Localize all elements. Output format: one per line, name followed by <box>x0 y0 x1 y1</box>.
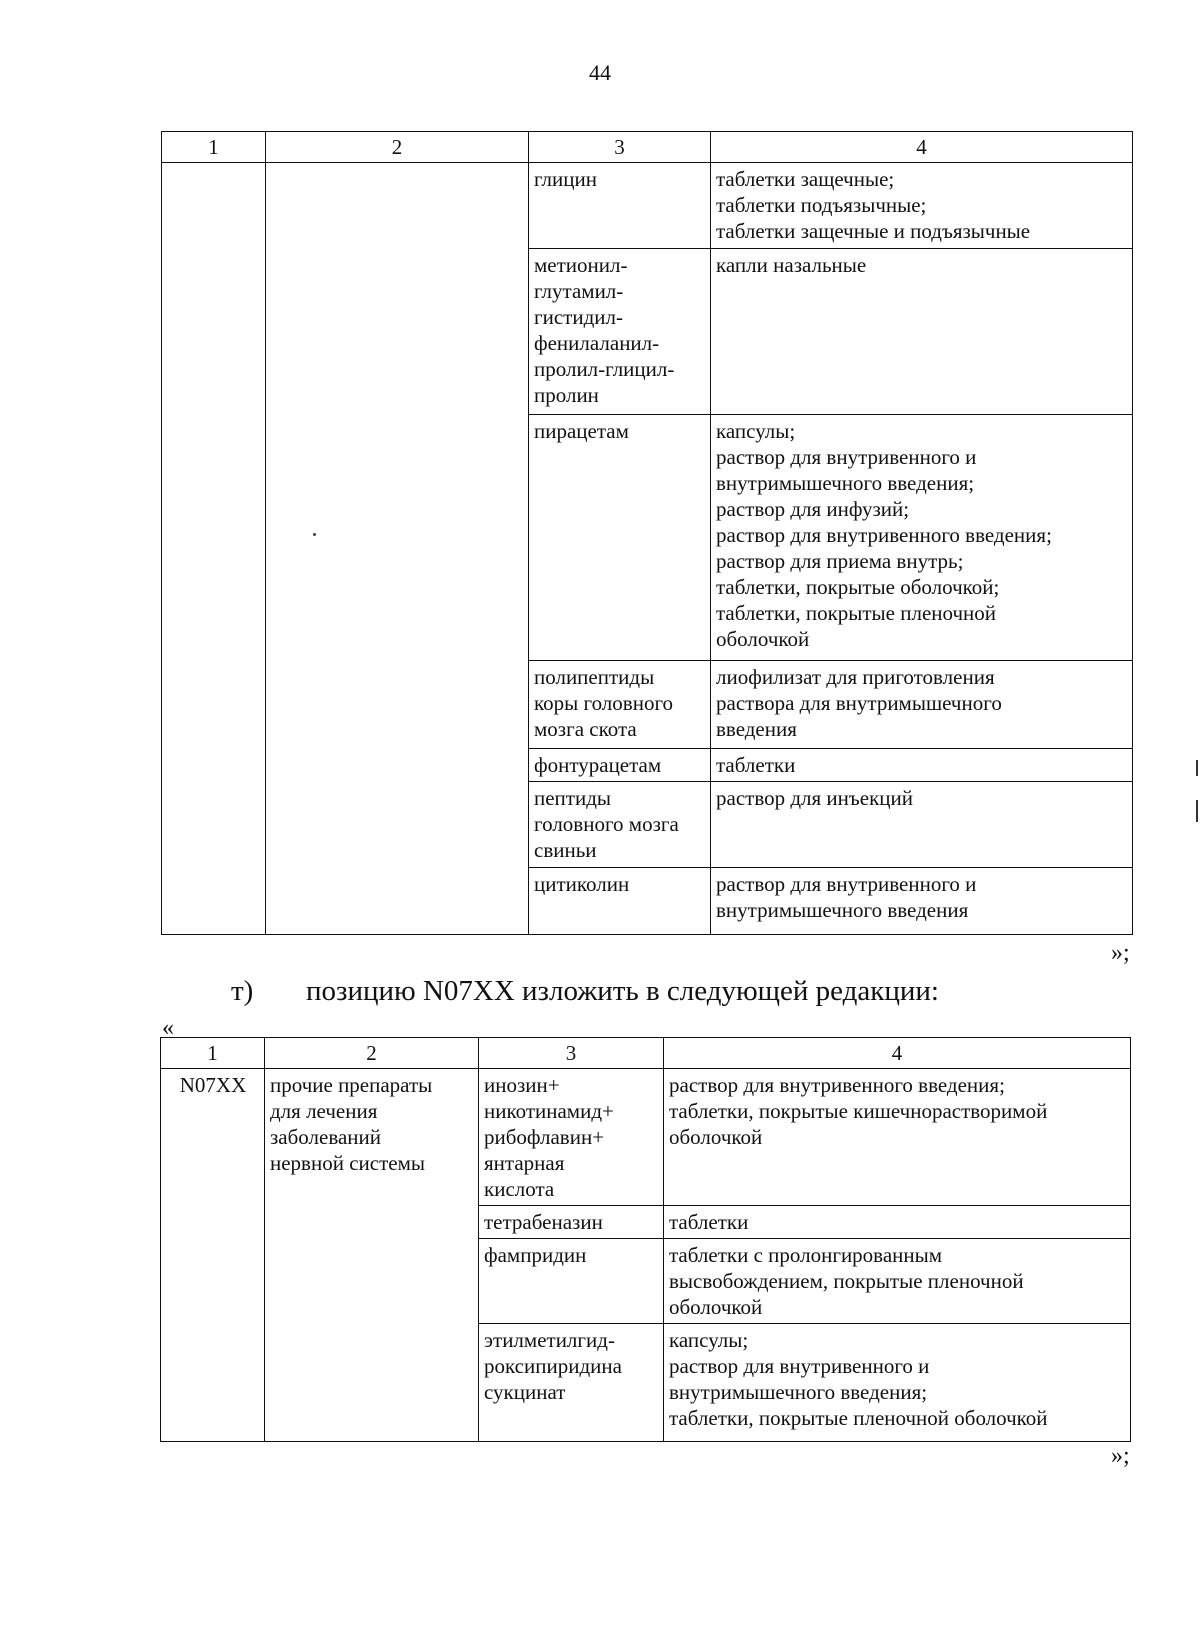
group-cell <box>266 163 529 935</box>
dosage-form-cell: капсулы; раствор для внутривенного и внутримышечного введения; раствор для инфузий; раствор для внутривенного введения; раствор для приема внутрь; таблетки, покрытые оболочкой; таблетки, покрытые пленочной оболочкой <box>711 415 1133 661</box>
dosage-form-cell: капли назальные <box>711 249 1133 415</box>
dosage-form-cell: раствор для инъекций <box>711 782 1133 868</box>
drug-name-cell: фонтурацетам <box>529 749 711 782</box>
dosage-form-cell: лиофилизат для приготовления раствора для внутримышечного введения <box>711 661 1133 749</box>
section-letter: т) <box>231 975 254 1007</box>
table-row <box>162 163 1133 249</box>
dosage-form-cell: капсулы; раствор для внутривенного и внутримышечного введения; таблетки, покрытые пленочной оболочкой <box>664 1324 1131 1442</box>
table-row <box>161 1069 1131 1206</box>
closing-quote: »; <box>1111 1443 1130 1469</box>
drug-name-cell: полипептиды коры головного мозга скота <box>529 661 711 749</box>
closing-quote: »; <box>1111 940 1130 966</box>
header-col-2: 2 <box>265 1038 479 1069</box>
drug-name-cell: пирацетам <box>529 415 711 661</box>
section-text: позицию N07XX изложить в следующей редакции: <box>306 975 939 1007</box>
dosage-form-cell: таблетки <box>664 1206 1131 1239</box>
header-col-2: 2 <box>266 132 529 163</box>
drug-name-cell: пептиды головного мозга свиньи <box>529 782 711 868</box>
page-number: 44 <box>589 60 611 85</box>
medicine-table-continued <box>161 131 1133 935</box>
dosage-form-cell: таблетки с пролонгированным высвобождением, покрытые пленочной оболочкой <box>664 1239 1131 1324</box>
header-col-1: 1 <box>162 132 266 163</box>
scan-edge-mark <box>1196 800 1198 822</box>
header-col-1: 1 <box>161 1038 265 1069</box>
drug-name-cell: инозин+ никотинамид+ рибофлавин+ янтарная кислота <box>479 1069 664 1206</box>
dosage-form-cell: раствор для внутривенного введения; таблетки, покрытые кишечнорастворимой оболочкой <box>664 1069 1131 1206</box>
group-cell: прочие препараты для лечения заболеваний нервной системы <box>265 1069 479 1442</box>
code-cell: N07XX <box>161 1069 265 1442</box>
header-col-4: 4 <box>664 1038 1131 1069</box>
scan-edge-mark <box>1196 760 1198 776</box>
drug-name-cell: глицин <box>529 163 711 249</box>
drug-name-cell: метионил- глутамил- гистидил- фенилаланил- пролил-глицил- пролин <box>529 249 711 415</box>
dosage-form-cell: таблетки <box>711 749 1133 782</box>
table-header-row <box>161 1038 1131 1069</box>
header-col-3: 3 <box>479 1038 664 1069</box>
medicine-table-n07xx <box>160 1037 1131 1442</box>
drug-name-cell: тетрабеназин <box>479 1206 664 1239</box>
drug-name-cell: фампридин <box>479 1239 664 1324</box>
opening-quote: « <box>162 1015 174 1041</box>
drug-name-cell: цитиколин <box>529 868 711 935</box>
scan-speck <box>313 533 316 536</box>
dosage-form-cell: таблетки защечные; таблетки подъязычные; таблетки защечные и подъязычные <box>711 163 1133 249</box>
drug-name-cell: этилметилгид- роксипиридина сукцинат <box>479 1324 664 1442</box>
header-col-3: 3 <box>529 132 711 163</box>
header-col-4: 4 <box>711 132 1133 163</box>
dosage-form-cell: раствор для внутривенного и внутримышечного введения <box>711 868 1133 935</box>
table-header-row <box>162 132 1133 163</box>
code-cell <box>162 163 266 935</box>
